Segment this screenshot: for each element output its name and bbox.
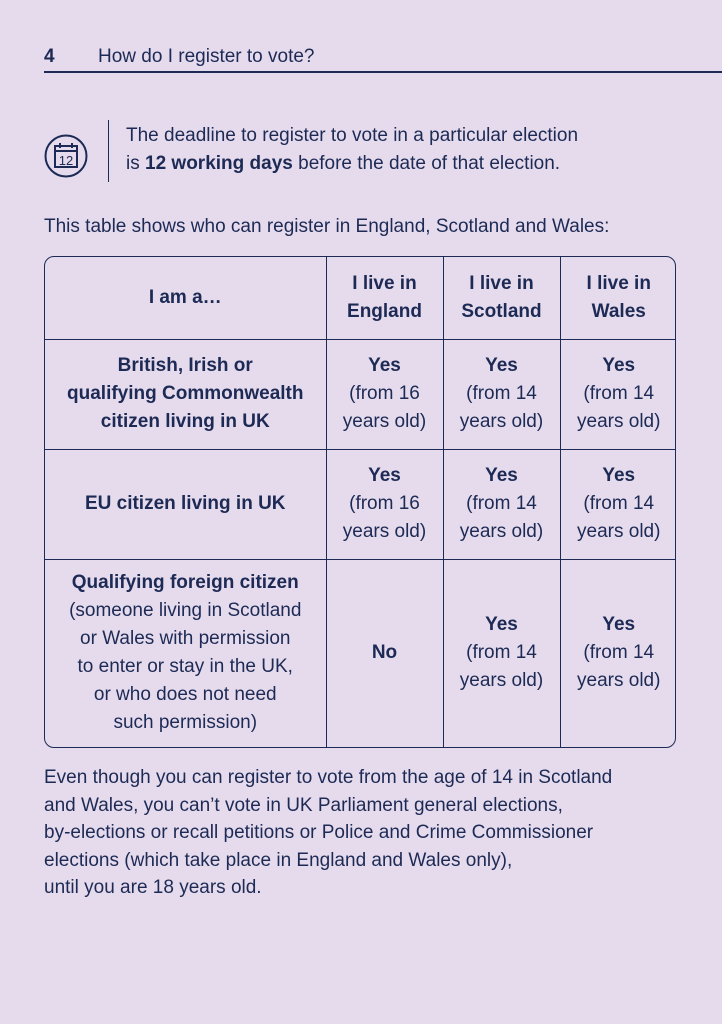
table-intro: This table shows who can register in England, Scotland and Wales:	[44, 216, 610, 237]
cell-england: No	[326, 559, 443, 747]
cell-scotland: Yes (from 14 years old)	[443, 449, 560, 559]
eligibility-table	[44, 256, 676, 748]
callout-divider	[108, 120, 109, 182]
cell-scotland: Yes (from 14 years old)	[443, 559, 560, 747]
callout-line-1: The deadline to register to vote in a particular election	[126, 125, 579, 146]
cell-wales: Yes (from 14 years old)	[560, 339, 676, 449]
age-note: Even though you can register to vote from the age of 14 in Scotland and Wales, you can’t vote in UK Parliament general elections, by-elections or recall petitions or Police and Crime Commissioner elections (which take place in England and Wales only), until you are 18 years old.	[44, 767, 613, 898]
header-divider	[44, 71, 722, 73]
table-row	[45, 339, 676, 449]
callout-text	[126, 122, 578, 178]
header-who: I am a…	[45, 257, 326, 339]
cell-england: Yes (from 16 years old)	[326, 449, 443, 559]
page-number: 4	[44, 46, 55, 67]
calendar-icon	[44, 134, 88, 178]
page-title: How do I register to vote?	[98, 46, 315, 67]
header-england: I live in England	[326, 257, 443, 339]
header-wales: I live in Wales	[560, 257, 676, 339]
table-row	[45, 449, 676, 559]
row-who: EU citizen living in UK	[45, 449, 326, 559]
row-who: Qualifying foreign citizen (someone living in Scotland or Wales with permission to enter or stay in the UK, or who does not need such permission)	[45, 559, 326, 747]
header-scotland: I live in Scotland	[443, 257, 560, 339]
deadline-emphasis: 12 working days	[145, 153, 293, 174]
cell-scotland: Yes (from 14 years old)	[443, 339, 560, 449]
cell-england: Yes (from 16 years old)	[326, 339, 443, 449]
table-row	[45, 559, 676, 747]
cell-wales: Yes (from 14 years old)	[577, 614, 661, 692]
row-who: British, Irish or qualifying Commonwealth citizen living in UK	[45, 339, 326, 449]
page-header	[44, 44, 678, 72]
callout-line-2: is 12 working days before the date of that election.	[126, 153, 561, 174]
deadline-callout	[44, 120, 664, 184]
cell-wales: Yes (from 14 years old)	[560, 449, 676, 559]
calendar-icon-number: 12	[58, 153, 74, 168]
